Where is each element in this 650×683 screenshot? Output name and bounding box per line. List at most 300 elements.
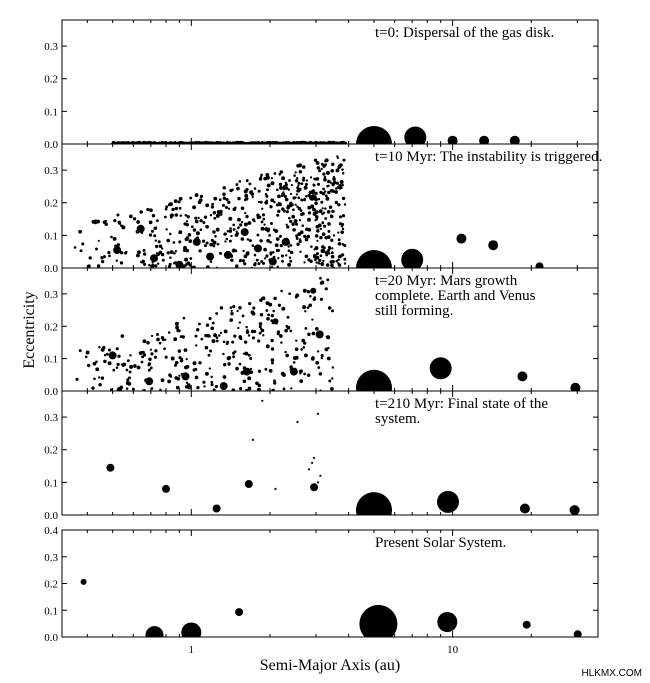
- planetesimal-point: [311, 462, 313, 464]
- planetesimal-point: [328, 185, 330, 187]
- planetesimal-point: [237, 327, 239, 329]
- planetesimal-point: [222, 204, 225, 207]
- planetesimal-point: [257, 339, 260, 342]
- watermark: HLKMX.COM: [581, 668, 642, 679]
- planetesimal-point: [243, 262, 246, 265]
- planetesimal-point: [229, 227, 232, 230]
- planetesimal-point: [274, 172, 277, 175]
- giant-planet-point: [404, 127, 426, 149]
- planetesimal-point: [195, 376, 199, 380]
- planetesimal-point: [241, 221, 243, 223]
- panel-title-line: still forming.: [375, 303, 454, 319]
- embryo-point: [182, 372, 190, 380]
- planetesimal-point: [210, 381, 213, 384]
- planetesimal-point: [295, 171, 297, 173]
- planetesimal-point: [210, 326, 214, 330]
- planetesimal-point: [164, 216, 167, 219]
- planetesimal-point: [322, 165, 325, 168]
- planetesimal-point: [129, 215, 133, 219]
- planetesimal-point: [213, 241, 217, 245]
- planetesimal-point: [242, 250, 244, 252]
- planetesimal-point: [327, 357, 331, 361]
- planetesimal-point: [313, 296, 316, 299]
- planetesimal-point: [316, 252, 319, 255]
- planetesimal-point: [258, 190, 261, 193]
- planetesimal-point: [126, 369, 129, 372]
- giant-planet-point: [520, 504, 530, 514]
- y-tick-label: 0.3: [44, 412, 58, 425]
- planetesimal-point: [271, 181, 275, 185]
- planetesimal-point: [289, 204, 293, 208]
- embryo-point: [241, 228, 249, 236]
- planetesimal-point: [314, 178, 317, 181]
- y-tick-label: 0.3: [44, 551, 58, 564]
- planetesimal-point: [80, 249, 83, 252]
- planetesimal-point: [116, 363, 119, 366]
- planetesimal-point: [331, 260, 335, 264]
- planetesimal-point: [101, 376, 104, 379]
- planetesimal-point: [148, 362, 152, 366]
- planetesimal-point: [310, 245, 313, 248]
- planetesimal-point: [319, 236, 322, 239]
- planetesimal-point: [309, 260, 312, 263]
- planetesimal-point: [307, 290, 310, 293]
- planetesimal-point: [317, 366, 320, 369]
- planetesimal-point: [269, 251, 272, 254]
- planet-mars: [235, 608, 243, 616]
- planetesimal-point: [186, 358, 188, 360]
- planetesimal-point: [293, 174, 296, 177]
- planetesimal-point: [334, 190, 338, 194]
- planetesimal-point: [152, 214, 155, 217]
- planetesimal-point: [200, 338, 203, 341]
- planetesimal-point: [239, 321, 241, 323]
- planetesimal-point: [280, 290, 283, 293]
- planetesimal-point: [150, 366, 153, 369]
- planetesimal-point: [113, 219, 116, 222]
- planetesimal-point: [210, 214, 212, 216]
- planetesimal-point: [220, 306, 223, 309]
- planetesimal-point: [195, 220, 199, 224]
- panel-2: [44, 144, 602, 286]
- planetesimal-point: [183, 246, 187, 250]
- planetesimal-point: [223, 196, 226, 199]
- planetesimal-point: [339, 222, 342, 225]
- planetesimal-point: [89, 256, 92, 259]
- planetesimal-point: [287, 316, 290, 319]
- planetesimal-point: [288, 179, 291, 182]
- planetesimal-point: [231, 188, 234, 191]
- planetesimal-point: [279, 334, 283, 338]
- planetesimal-point: [304, 353, 308, 357]
- embryo-point: [310, 288, 316, 294]
- planetesimal-point: [271, 347, 274, 350]
- planetesimal-point: [326, 336, 328, 338]
- planet-venus: [146, 626, 164, 644]
- y-tick-label: 0.3: [44, 165, 58, 178]
- planetesimal-point: [263, 177, 267, 181]
- planetesimal-point: [335, 169, 339, 173]
- planetesimal-point: [245, 326, 247, 328]
- planetesimal-point: [195, 193, 199, 197]
- planetesimal-point: [116, 260, 118, 262]
- planetesimal-point: [223, 341, 226, 344]
- planetesimal-point: [320, 254, 323, 257]
- planetesimal-point: [277, 249, 280, 252]
- planetesimal-point: [202, 381, 205, 384]
- planetesimal-point: [141, 261, 144, 264]
- planetesimal-point: [310, 176, 312, 178]
- panel-4: [44, 391, 598, 528]
- planetesimal-point: [169, 256, 172, 259]
- planetesimal-point: [303, 373, 306, 376]
- planetesimal-point: [101, 260, 104, 263]
- planetesimal-point: [279, 235, 282, 238]
- planetesimal-point: [257, 262, 260, 265]
- planetesimal-point: [295, 179, 298, 182]
- embryo-point: [162, 485, 170, 493]
- planetesimal-point: [126, 378, 129, 381]
- planetesimal-point: [292, 196, 295, 199]
- planetesimal-point: [239, 387, 242, 390]
- planetesimal-point: [116, 347, 119, 350]
- planetesimal-point: [321, 357, 323, 359]
- planet-saturn: [437, 612, 457, 632]
- giant-planet-point: [437, 491, 459, 513]
- planetesimal-point: [200, 219, 203, 222]
- giant-planet-point: [488, 240, 498, 250]
- planetesimal-point: [269, 205, 272, 208]
- planetesimal-point: [252, 307, 255, 310]
- planetesimal-point: [299, 369, 303, 373]
- planetesimal-point: [306, 179, 308, 181]
- giant-planet-point: [430, 357, 452, 379]
- planetesimal-point: [278, 304, 281, 307]
- panel-title: [375, 25, 554, 41]
- planetesimal-point: [325, 158, 329, 162]
- planetesimal-point: [200, 228, 203, 231]
- planetesimal-point: [195, 335, 198, 338]
- planetesimal-point: [216, 214, 220, 218]
- planetesimal-point: [303, 235, 306, 238]
- planetesimal-point: [338, 186, 342, 190]
- planetesimal-point: [289, 220, 292, 223]
- panel-1: [44, 20, 598, 162]
- planetesimal-point: [330, 264, 334, 268]
- planetesimal-point: [291, 222, 294, 225]
- planetesimal-point: [311, 189, 315, 193]
- planetesimal-point: [223, 375, 227, 379]
- planetesimal-point: [213, 211, 217, 215]
- planetesimal-point: [331, 169, 335, 173]
- planetesimal-point: [330, 214, 333, 217]
- planetesimal-point: [259, 239, 262, 242]
- planetesimal-point: [189, 197, 192, 200]
- planetesimal-point: [117, 355, 120, 358]
- planetesimal-point: [231, 341, 234, 344]
- planetesimal-point: [290, 244, 293, 247]
- planetesimal-point: [205, 346, 209, 350]
- panel-title-line: t=0: Dispersal of the gas disk.: [375, 25, 555, 41]
- planetesimal-point: [305, 238, 309, 242]
- planetesimal-point: [223, 233, 226, 236]
- panel-frame: [62, 268, 598, 391]
- planetesimal-point: [239, 223, 242, 226]
- planetesimal-point: [342, 159, 345, 162]
- y-axis-label: Eccentricity: [21, 291, 38, 369]
- planetesimal-point: [287, 263, 291, 267]
- planetesimal-point: [338, 165, 342, 169]
- planetesimal-point: [277, 210, 280, 213]
- embryo-point: [269, 258, 277, 266]
- planetesimal-point: [307, 306, 310, 309]
- planetesimal-point: [121, 363, 123, 365]
- planetesimal-point: [252, 218, 255, 221]
- planetesimal-point: [280, 244, 283, 247]
- planetesimal-point: [298, 182, 301, 185]
- planetesimal-point: [169, 233, 172, 236]
- planetesimal-point: [159, 244, 162, 247]
- planetesimal-point: [271, 314, 274, 317]
- planetesimal-point: [342, 214, 345, 217]
- planetesimal-point: [314, 219, 316, 221]
- planetesimal-point: [103, 360, 107, 364]
- embryo-point: [109, 351, 117, 359]
- planetesimal-point: [287, 245, 289, 247]
- planetesimal-point: [262, 218, 265, 221]
- planetesimal-point: [321, 249, 325, 253]
- planetesimal-point: [324, 217, 327, 220]
- planetesimal-point: [307, 228, 311, 232]
- planetesimal-point: [300, 348, 303, 351]
- planetesimal-point: [259, 177, 262, 180]
- planetesimal-point: [121, 334, 125, 338]
- y-tick-label: 0.2: [44, 321, 58, 334]
- planetesimal-point: [238, 226, 240, 228]
- planetesimal-point: [305, 183, 308, 186]
- planetesimal-point: [108, 361, 112, 365]
- planetesimal-point: [325, 287, 328, 290]
- planetesimal-point: [266, 188, 269, 191]
- planetesimal-point: [159, 342, 162, 345]
- planetesimal-point: [248, 387, 252, 391]
- panel-title-line: Present Solar System.: [375, 535, 507, 551]
- planetesimal-point: [180, 359, 183, 362]
- planetesimal-point: [276, 237, 280, 241]
- planetesimal-point: [318, 259, 321, 262]
- planetesimal-point: [176, 329, 179, 332]
- y-tick-label: 0.1: [44, 605, 58, 618]
- planetesimal-point: [261, 227, 265, 231]
- planetesimal-point: [179, 197, 183, 201]
- planetesimal-point: [321, 263, 324, 266]
- planetesimal-point: [314, 259, 317, 262]
- planetesimal-point: [328, 380, 331, 383]
- planetesimal-point: [257, 384, 260, 387]
- planetesimal-point: [169, 202, 173, 206]
- planetesimal-point: [196, 231, 200, 235]
- planetesimal-point: [205, 203, 209, 207]
- planetesimal-point: [294, 219, 298, 223]
- planetesimal-point: [153, 234, 156, 237]
- planetesimal-point: [319, 277, 322, 280]
- planetesimal-point: [219, 213, 222, 216]
- planetesimal-point: [148, 264, 151, 267]
- planetesimal-point: [341, 184, 344, 187]
- embryo-point: [290, 368, 298, 376]
- planetesimal-point: [243, 380, 247, 384]
- planetesimal-point: [289, 256, 292, 259]
- planetesimal-point: [150, 349, 152, 351]
- planetesimal-point: [179, 207, 182, 210]
- planetesimal-point: [256, 259, 259, 262]
- planetesimal-point: [295, 296, 298, 299]
- planetesimal-point: [320, 298, 323, 301]
- planetesimal-point: [308, 468, 310, 470]
- planetesimal-point: [278, 202, 280, 204]
- planetesimal-point: [170, 250, 174, 254]
- planetesimal-point: [332, 366, 334, 368]
- planetesimal-point: [187, 215, 190, 218]
- planetesimal-point: [223, 186, 226, 189]
- planetesimal-point: [265, 254, 268, 257]
- planetesimal-point: [175, 322, 179, 326]
- planetesimal-point: [157, 263, 159, 265]
- planetesimal-point: [314, 202, 318, 206]
- planetesimal-point: [232, 249, 235, 252]
- planetesimal-point: [236, 232, 239, 235]
- planetesimal-point: [288, 188, 290, 190]
- y-tick-label: 0.3: [44, 41, 58, 54]
- planetesimal-point: [319, 210, 321, 212]
- planetesimal-point: [222, 193, 225, 196]
- planetesimal-point: [229, 318, 233, 322]
- planetesimal-point: [342, 172, 345, 175]
- planetesimal-point: [213, 217, 216, 220]
- planetesimal-point: [299, 240, 302, 243]
- planetesimal-point: [317, 413, 319, 415]
- planetesimal-point: [87, 364, 90, 367]
- planetesimal-point: [315, 246, 319, 250]
- planetesimal-point: [203, 385, 205, 387]
- planetesimal-point: [194, 217, 197, 220]
- planetesimal-point: [235, 264, 238, 267]
- embryo-point: [150, 254, 158, 262]
- planetesimal-point: [187, 383, 191, 387]
- planetesimal-point: [261, 296, 265, 300]
- planetesimal-point: [296, 189, 300, 193]
- planetesimal-point: [281, 207, 284, 210]
- planetesimal-point: [155, 239, 157, 241]
- planetesimal-point: [340, 180, 344, 184]
- planetesimal-point: [232, 224, 235, 227]
- planetesimal-point: [165, 356, 168, 359]
- planetesimal-point: [209, 367, 211, 369]
- planetesimal-point: [180, 214, 182, 216]
- y-tick-label: 0.2: [44, 444, 58, 457]
- planetesimal-point: [331, 251, 334, 254]
- planetesimal-point: [265, 193, 268, 196]
- planetesimal-point: [292, 208, 295, 211]
- planetesimal-point: [235, 367, 239, 371]
- planetesimal-point: [248, 302, 251, 305]
- planetesimal-point: [343, 244, 346, 247]
- planetesimal-point: [146, 208, 149, 211]
- planetesimal-point: [261, 329, 265, 333]
- planetesimal-point: [241, 207, 245, 211]
- planetesimal-point: [239, 363, 242, 366]
- planetesimal-point: [296, 237, 299, 240]
- planetesimal-point: [266, 301, 270, 305]
- planetesimal-point: [285, 198, 289, 202]
- planetesimal-point: [293, 356, 297, 360]
- embryo-point: [243, 368, 251, 376]
- planetesimal-point: [149, 233, 152, 236]
- giant-planet-point: [356, 492, 392, 528]
- planetesimal-point: [242, 259, 245, 262]
- planetesimal-point: [97, 264, 100, 267]
- planetesimal-point: [197, 217, 199, 219]
- planetesimal-point: [149, 221, 153, 225]
- planetesimal-point: [93, 362, 97, 366]
- panel-title-line: t=210 Myr: Final state of the: [375, 396, 549, 412]
- planetesimal-point: [129, 371, 132, 374]
- planetesimal-point: [315, 210, 319, 214]
- planetesimal-point: [102, 346, 105, 349]
- planetesimal-point: [169, 375, 172, 378]
- planetesimal-point: [267, 183, 271, 187]
- planetesimal-point: [230, 235, 232, 237]
- embryo-point: [213, 505, 221, 513]
- planetesimal-point: [300, 199, 303, 202]
- planetesimal-point: [178, 230, 182, 234]
- planetesimal-point: [281, 193, 283, 195]
- planetesimal-point: [324, 207, 326, 209]
- planetesimal-point: [218, 334, 221, 337]
- planetesimal-point: [233, 228, 236, 231]
- planet-mercury: [81, 579, 87, 585]
- planetesimal-point: [245, 341, 248, 344]
- planetesimal-point: [175, 361, 179, 365]
- planetesimal-point: [121, 225, 125, 229]
- planetesimal-point: [270, 339, 273, 342]
- planetesimal-point: [327, 180, 330, 183]
- planetesimal-point: [331, 377, 333, 379]
- panel-title-line: system.: [375, 411, 421, 427]
- planetesimal-point: [100, 256, 103, 259]
- y-tick-label: 0.0: [44, 632, 58, 644]
- planetesimal-point: [108, 255, 111, 258]
- planetesimal-point: [281, 254, 284, 257]
- giant-planet-point: [536, 262, 544, 270]
- planetesimal-point: [211, 203, 214, 206]
- embryo-point: [309, 195, 315, 201]
- planetesimal-point: [302, 177, 305, 180]
- planetesimal-point: [241, 237, 245, 241]
- planetesimal-point: [308, 211, 311, 214]
- planetesimal-point: [248, 354, 251, 357]
- planetesimal-point: [260, 201, 263, 204]
- planetesimal-point: [273, 381, 276, 384]
- planetesimal-point: [271, 362, 274, 365]
- planetesimal-point: [175, 213, 179, 217]
- planetesimal-point: [186, 236, 189, 239]
- y-tick-label: 0.1: [44, 106, 58, 119]
- planetesimal-point: [288, 292, 291, 295]
- planetesimal-point: [232, 355, 235, 358]
- planetesimal-point: [178, 375, 180, 377]
- planetesimal-point: [212, 230, 215, 233]
